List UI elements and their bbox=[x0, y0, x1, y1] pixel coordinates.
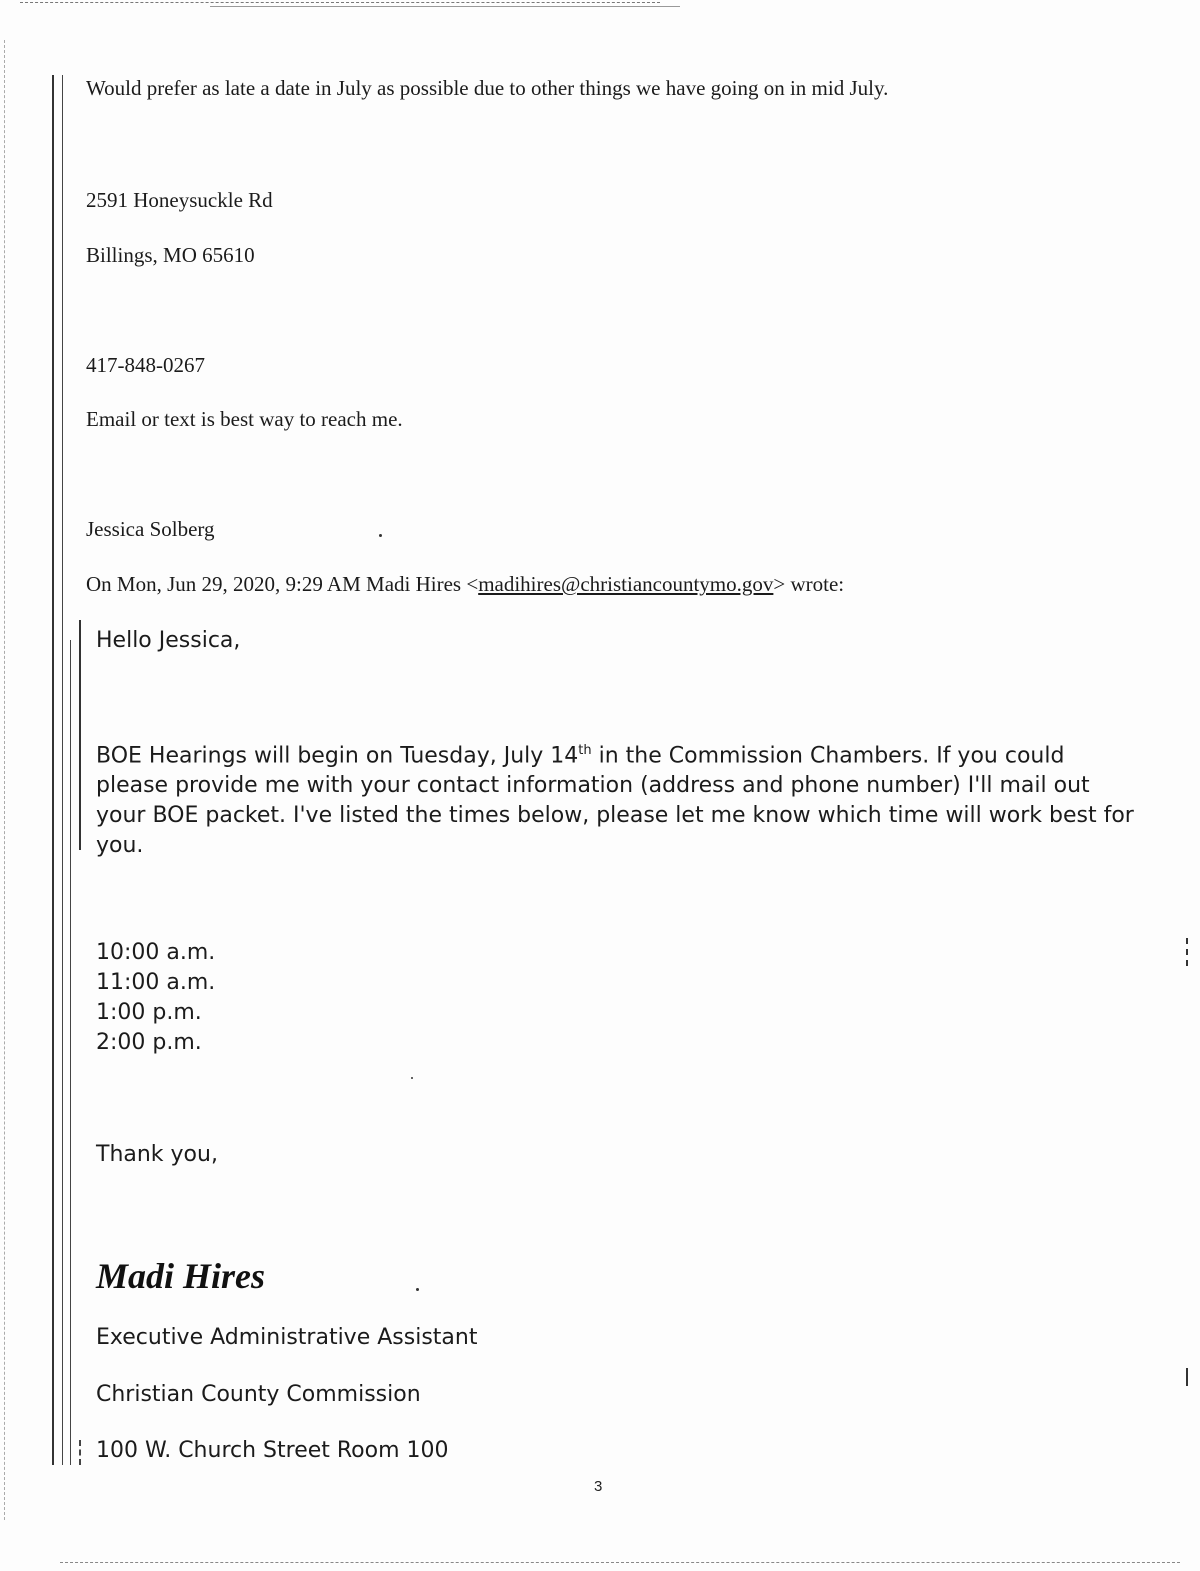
address-line-1: 2591 Honeysuckle Rd bbox=[86, 188, 273, 212]
quote-bar-outer bbox=[52, 75, 54, 1465]
quote-bar-inner bbox=[79, 620, 81, 850]
scan-mark bbox=[1186, 938, 1188, 966]
quote-bar-inner bbox=[79, 1440, 81, 1465]
scan-edge-line bbox=[4, 40, 5, 1520]
greeting: Hello Jessica, bbox=[96, 628, 241, 653]
ordinal-suffix: th bbox=[578, 743, 592, 758]
reply-preference-text: Would prefer as late a date in July as possible due to other things we have going on in mid July. bbox=[86, 76, 889, 100]
quote-header bbox=[86, 574, 844, 595]
quote-bar-outer bbox=[62, 75, 63, 1465]
time-slot: 1:00 p.m. bbox=[96, 1000, 202, 1025]
scan-edge-line bbox=[60, 1562, 1180, 1563]
page-number: 3 bbox=[594, 1478, 603, 1495]
scan-edge-line bbox=[20, 2, 660, 3]
signature-name: Madi Hires bbox=[96, 1256, 266, 1296]
time-slot: 2:00 p.m. bbox=[96, 1030, 202, 1055]
phone-number: 417-848-0267 bbox=[86, 353, 205, 377]
quote-header-suffix: > wrote: bbox=[773, 572, 845, 596]
quote-header-prefix: On Mon, Jun 29, 2020, 9:29 AM Madi Hires < bbox=[86, 572, 479, 596]
sender-name: Jessica Solberg bbox=[86, 517, 215, 541]
signature-address: 100 W. Church Street Room 100 bbox=[96, 1438, 449, 1463]
signature-org: Christian County Commission bbox=[96, 1382, 421, 1407]
time-slot: 11:00 a.m. bbox=[96, 970, 216, 995]
message-body-part2: in the Commission Chambers. If you could please provide me with your contact information (address and phone number) I'll mail out your BOE packet. I've listed the times below, please let me know which time will work best for you. bbox=[96, 743, 1134, 859]
scan-speck bbox=[416, 1288, 419, 1291]
scan-speck bbox=[379, 534, 382, 537]
signature-title: Executive Administrative Assistant bbox=[96, 1325, 478, 1350]
scan-edge-line bbox=[210, 6, 680, 7]
message-body-part1: BOE Hearings will begin on Tuesday, July 14 bbox=[96, 743, 579, 769]
sender-email-link[interactable]: madihires@christiancountymo.gov bbox=[478, 572, 774, 596]
time-slot-list bbox=[96, 938, 215, 1058]
closing: Thank you, bbox=[96, 1142, 218, 1167]
scan-mark bbox=[1186, 1368, 1188, 1386]
contact-note: Email or text is best way to reach me. bbox=[86, 407, 403, 431]
scan-speck bbox=[411, 1077, 413, 1079]
time-slot: 10:00 a.m. bbox=[96, 940, 216, 965]
quote-bar-inner bbox=[70, 640, 71, 1465]
message-body bbox=[96, 736, 1136, 861]
address-line-2: Billings, MO 65610 bbox=[86, 243, 255, 267]
